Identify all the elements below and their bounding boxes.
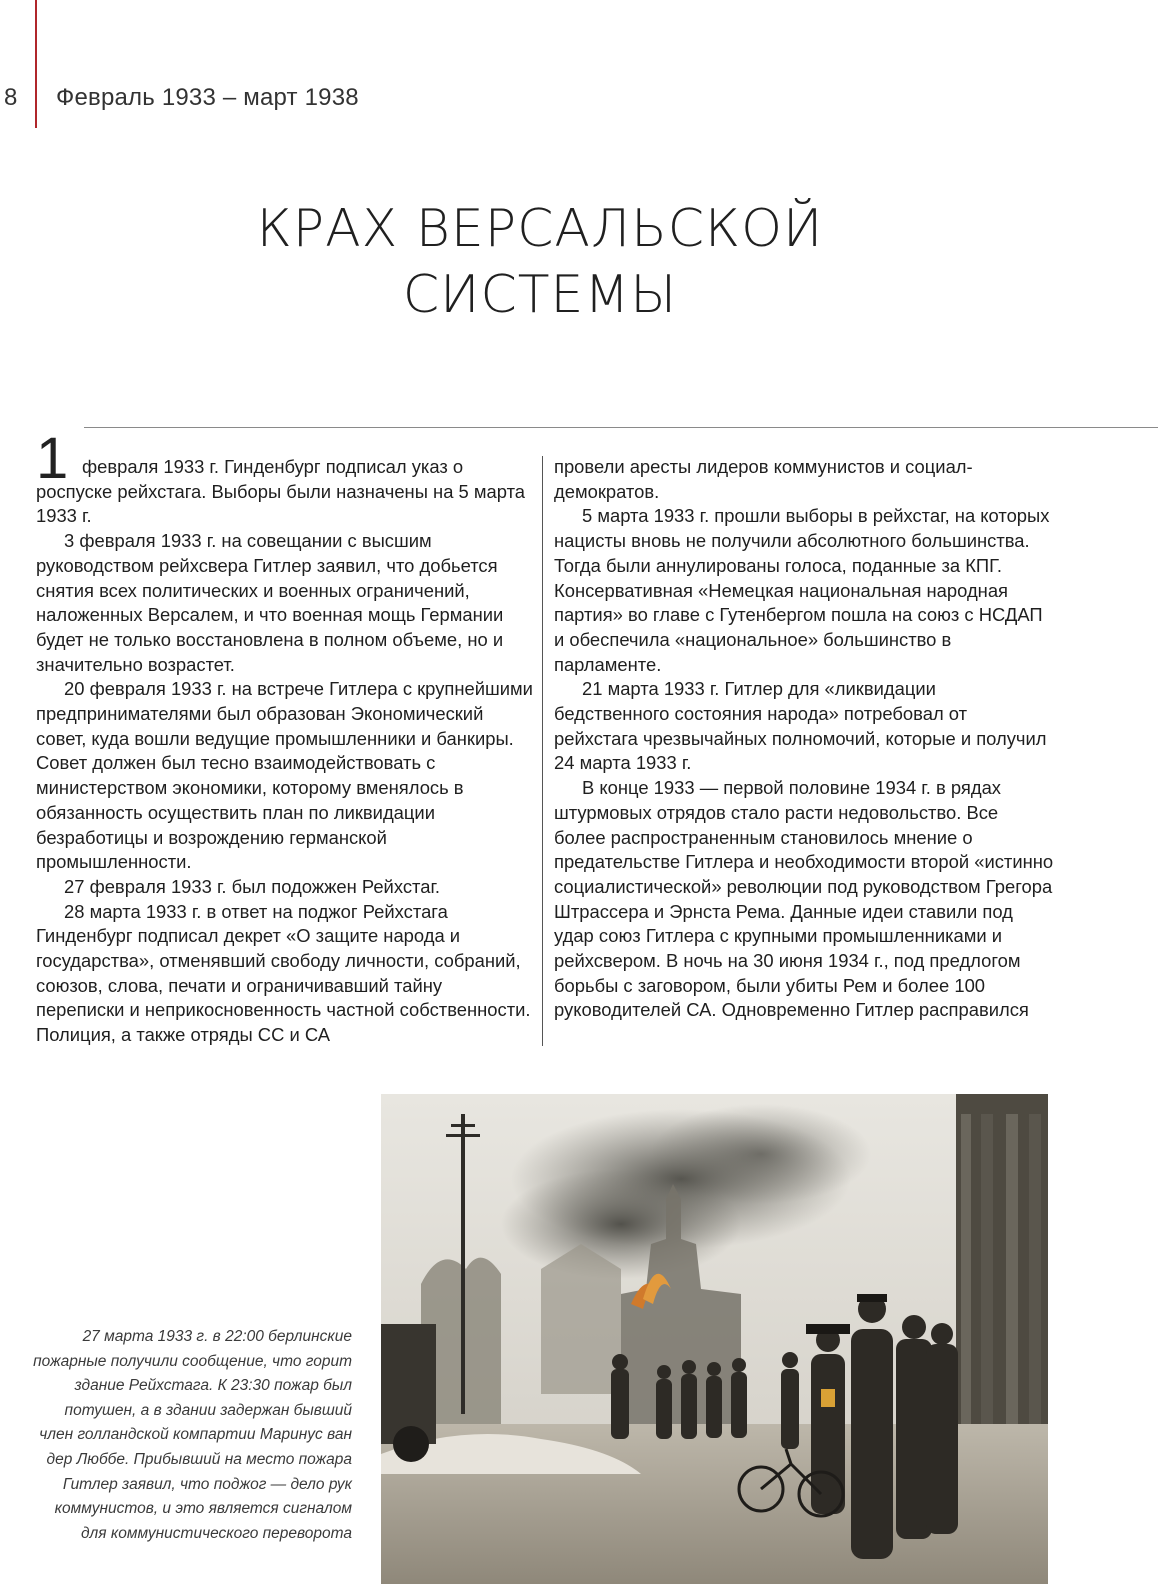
title-line-1: КРАХ ВЕРСАЛЬСКОЙ xyxy=(256,199,824,259)
paragraph: провели аресты лидеров коммунистов и социал-демократов. xyxy=(554,456,973,502)
page-number: 8 xyxy=(4,84,18,111)
paragraph: 27 февраля 1933 г. был подожжен Рейхстаг. xyxy=(64,875,441,897)
title-line-2: СИСТЕМЫ xyxy=(402,265,678,325)
horizontal-rule xyxy=(84,427,1158,428)
drop-cap: 1 xyxy=(36,426,69,491)
column-divider xyxy=(542,456,543,1046)
paragraph: В конце 1933 — первой половине 1934 г. в рядах штурмовых отрядов стало расти недовольство. Все более распространенным становилось мнение о предательстве Гитлера и необходимости второй «истинно социалистической» революции под руководством Грегора Штрассера и Эрнста Рема. Данные идеи ставили под удар союз Гитлера с крупными промышленниками и рейхсвером. В ночь на 30 июня 1934 г., под предлогом борьбы с заговором, были убиты Рем и более 100 руководителей СА. Одновременно Гитлер расправился xyxy=(554,777,1054,1021)
paragraph: 28 марта 1933 г. в ответ на поджог Рейхстага Гинденбург подписал декрет «О защите народа и государства», отменявший свободу личности, собраний, союзов, слова, печати и ограничивавший тайну переписки и неприкосновенность частной собственности. Полиция, а также отряды СС и СА xyxy=(36,900,531,1046)
header-accent-line xyxy=(35,0,37,128)
paragraph: 5 марта 1933 г. прошли выборы в рейхстаг, на которых нацисты вновь не получили абсолютного большинства. Тогда были аннулированы голоса, поданные за КПГ. Консервативная «Немецкая национальная народная партия» во главе с Гутенбергом пошла на союз с НСДАП и обеспечила «национальное» большинство в парламенте. xyxy=(554,505,1050,675)
text-column-right xyxy=(554,455,1054,1023)
paragraph: 20 февраля 1933 г. на встрече Гитлера с крупнейшими предпринимателями был образован Экономический совет, куда вошли ведущие промышленники и банкиры. Совет должен был тесно взаимодействовать с министерством экономики, которому вменялось в обязанность осуществить план по ликвидации безработицы и возрождению германской промышленности. xyxy=(36,678,533,873)
text-column-left xyxy=(36,455,534,1048)
paragraph: 21 марта 1933 г. Гитлер для «ликвидации бедственного состояния народа» потребовал от рейхстага чрезвычайных полномочий, которые и получил 24 марта 1933 г. xyxy=(554,678,1047,774)
paragraph xyxy=(36,455,534,529)
paragraph: 3 февраля 1933 г. на совещании с высшим руководством рейхсвера Гитлер заявил, что добьется снятия всех политических и военных ограничений, наложенных Версалем, и что военная мощь Германии будет не только восстановлена в полном объеме, но и значительно возрастет. xyxy=(36,530,504,675)
paragraph-text: февраля 1933 г. Гинденбург подписал указ о роспуске рейхстага. Выборы были назначены на 5 марта 1933 г. xyxy=(36,456,526,527)
photo-caption: 27 марта 1933 г. в 22:00 берлинские пожарные получили сообщение, что горит здание Рейхстага. К 23:30 пожар был потушен, а в здании задержан бывший член голландской компартии Маринус ван дер Люббе. Прибывший на место пожара Гитлер заявил, что поджог — дело рук коммунистов, и это является сигналом для коммунистического переворота xyxy=(33,1328,352,1542)
page-title xyxy=(130,196,950,328)
reichstag-fire-photo xyxy=(381,1094,1048,1584)
running-header: Февраль 1933 – март 1938 xyxy=(56,84,359,111)
photo-illustration xyxy=(381,1094,1048,1584)
